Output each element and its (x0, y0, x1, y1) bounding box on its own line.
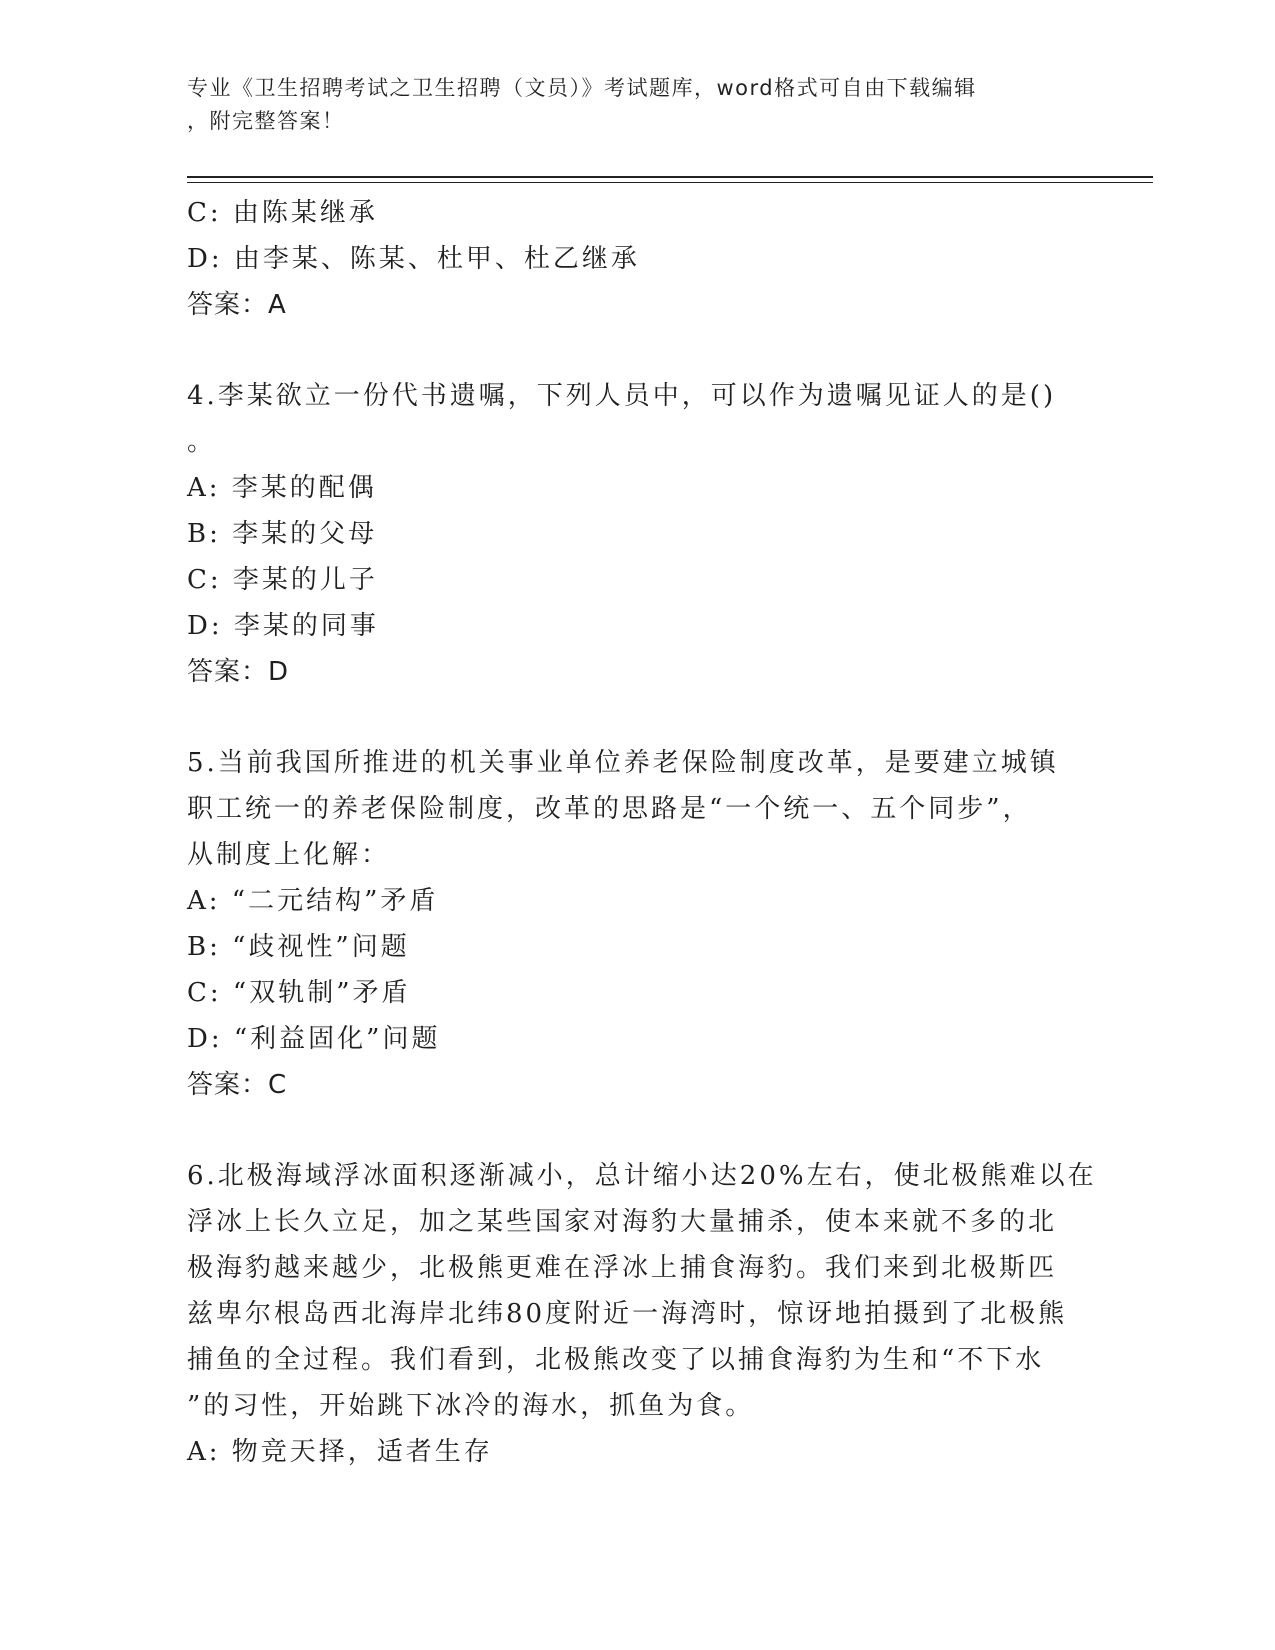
option-c: C: 由陈某继承 (187, 198, 378, 228)
question-stem-line: 4.李某欲立一份代书遗嘱，下列人员中，可以作为遗嘱见证人的是() (187, 381, 1057, 411)
header-divider-thin (187, 182, 1153, 183)
option-d: D: 李某的同事 (187, 611, 379, 641)
question-stem-line: 5.当前我国所推进的机关事业单位养老保险制度改革，是要建立城镇 (187, 748, 1059, 778)
question-stem-line: 职工统一的养老保险制度，改革的思路是“一个统一、五个同步”， (187, 794, 1032, 824)
spacer (187, 695, 1087, 740)
option-c: C: 李某的儿子 (187, 565, 378, 595)
question-stem-line: 浮冰上长久立足，加之某些国家对海豹大量捕杀，使本来就不多的北 (187, 1207, 1058, 1237)
option-b: B: 李某的父母 (187, 519, 378, 549)
question-3 (187, 190, 1087, 328)
document-header (187, 72, 1087, 138)
option-a: A: “二元结构”矛盾 (187, 886, 439, 916)
question-stem-line: 从制度上化解： (187, 840, 391, 870)
header-divider-thick (187, 176, 1153, 178)
spacer (187, 328, 1087, 373)
header-line-1: 专业《卫生招聘考试之卫生招聘（文员）》考试题库，word格式可自由下载编辑 (187, 76, 977, 100)
answer-label: 答案：A (187, 290, 287, 320)
question-stem-line: 6.北极海域浮冰面积逐渐减小，总计缩小达20%左右，使北极熊难以在 (187, 1161, 1097, 1191)
spacer (187, 1108, 1087, 1153)
option-b: B: “歧视性”问题 (187, 932, 410, 962)
option-a: A: 物竞天择，适者生存 (187, 1437, 493, 1467)
option-d: D: “利益固化”问题 (187, 1024, 441, 1054)
option-c: C: “双轨制”矛盾 (187, 978, 411, 1008)
header-line-2: ，附完整答案！ (187, 109, 345, 133)
question-5 (187, 740, 1087, 1108)
question-stem-line: 兹卑尔根岛西北海岸北纬80度附近一海湾时，惊讶地拍摄到了北极熊 (187, 1299, 1068, 1329)
question-stem-line: 捕鱼的全过程。我们看到，北极熊改变了以捕食海豹为生和“不下水 (187, 1345, 1045, 1375)
question-4 (187, 373, 1087, 695)
option-a: A: 李某的配偶 (187, 473, 377, 503)
question-6 (187, 1153, 1097, 1475)
question-stem-line: ”的习性，开始跳下冰冷的海水，抓鱼为食。 (187, 1391, 755, 1421)
question-list (187, 190, 1097, 1475)
answer-label: 答案：D (187, 657, 290, 687)
question-stem-line: 极海豹越来越少，北极熊更难在浮冰上捕食海豹。我们来到北极斯匹 (187, 1253, 1058, 1283)
question-stem-line: 。 (187, 427, 217, 457)
option-d: D: 由李某、陈某、杜甲、杜乙继承 (187, 244, 640, 274)
answer-label: 答案：C (187, 1070, 288, 1100)
